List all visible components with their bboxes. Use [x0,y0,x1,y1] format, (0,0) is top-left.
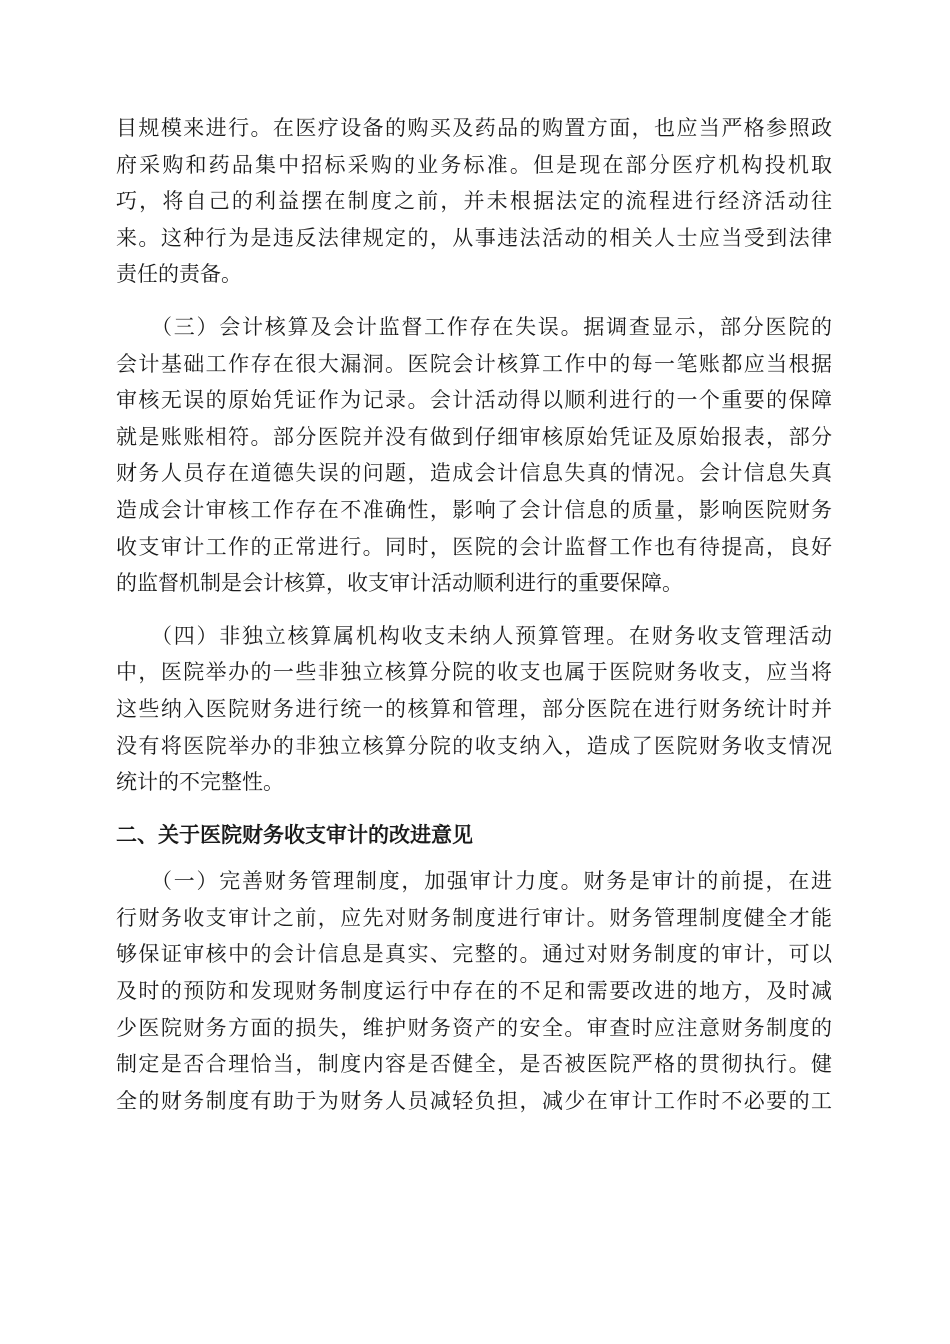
text-line: 目规模来进行。在医疗设备的购买及药品的购置方面，也应当严格参照政 [116,116,832,140]
text-line: 审核无误的原始凭证作为记录。会计活动得以顺利进行的一个重要的保障 [116,388,832,413]
text-line: 及时的预防和发现财务制度运行中存在的不足和需要改进的地方，及时减 [116,979,832,1004]
text-line: （四）非独立核算属机构收支未纳人预算管理。在财务收支管理活动 [116,623,832,648]
text-line: 巧，将自己的利益摆在制度之前，并未根据法定的流程进行经济活动往 [116,189,832,214]
text-line: 会计基础工作存在很大漏洞。医院会计核算工作中的每一笔账都应当根据 [116,351,832,376]
text-line: 收支审计工作的正常进行。同时，医院的会计监督工作也有待提高，良好 [116,534,832,559]
text-line: 来。这种行为是违反法律规定的，从事违法活动的相关人士应当受到法律 [116,225,832,250]
text-line: 行财务收支审计之前，应先对财务制度进行审计。财务管理制度健全才能 [116,905,832,930]
text-line: 够保证审核中的会计信息是真实、完整的。通过对财务制度的审计，可以 [116,942,832,967]
text-line: 没有将医院举办的非独立核算分院的收支纳入，造成了医院财务收支情况 [116,733,832,758]
text-line: 的监督机制是会计核算，收支审计活动顺利进行的重要保障。 [116,571,683,596]
section-heading: 二、关于医院财务收支审计的改进意见 [116,822,473,847]
text-line: 责任的责备。 [116,262,242,287]
text-line: 统计的不完整性。 [116,770,284,795]
text-line: （三）会计核算及会计监督工作存在失误。据调查显示，部分医院的 [116,314,832,339]
text-line: 少医院财务方面的损失，维护财务资产的安全。审查时应注意财务制度的 [116,1015,832,1040]
paragraph-1 [116,110,832,293]
text-line: 这些纳入医院财务进行统一的核算和管理，部分医院在进行财务统计时并 [116,696,832,721]
paragraph-3 [116,618,832,801]
text-line: 全的财务制度有助于为财务人员减轻负担，减少在审计工作时不必要的工 [116,1088,832,1113]
document-page [116,110,832,1119]
text-line: 造成会计审核工作存在不准确性，影响了会计信息的质量，影响医院财务 [116,497,832,522]
text-line: 府采购和药品集中招标采购的业务标准。但是现在部分医疗机构投机取 [116,152,832,177]
text-line: 中，医院举办的一些非独立核算分院的收支也属于医院财务收支，应当将 [116,660,832,685]
paragraph-4 [116,863,832,1119]
paragraph-2 [116,309,832,602]
text-line: 制定是否合理恰当，制度内容是否健全，是否被医院严格的贯彻执行。健 [116,1052,832,1077]
text-line: 就是账账相符。部分医院并没有做到仔细审核原始凭证及原始报表，部分 [116,424,832,449]
text-line: （一）完善财务管理制度，加强审计力度。财务是审计的前提，在进 [116,869,832,894]
text-line: 财务人员存在道德失误的问题，造成会计信息失真的情况。会计信息失真 [116,461,832,486]
